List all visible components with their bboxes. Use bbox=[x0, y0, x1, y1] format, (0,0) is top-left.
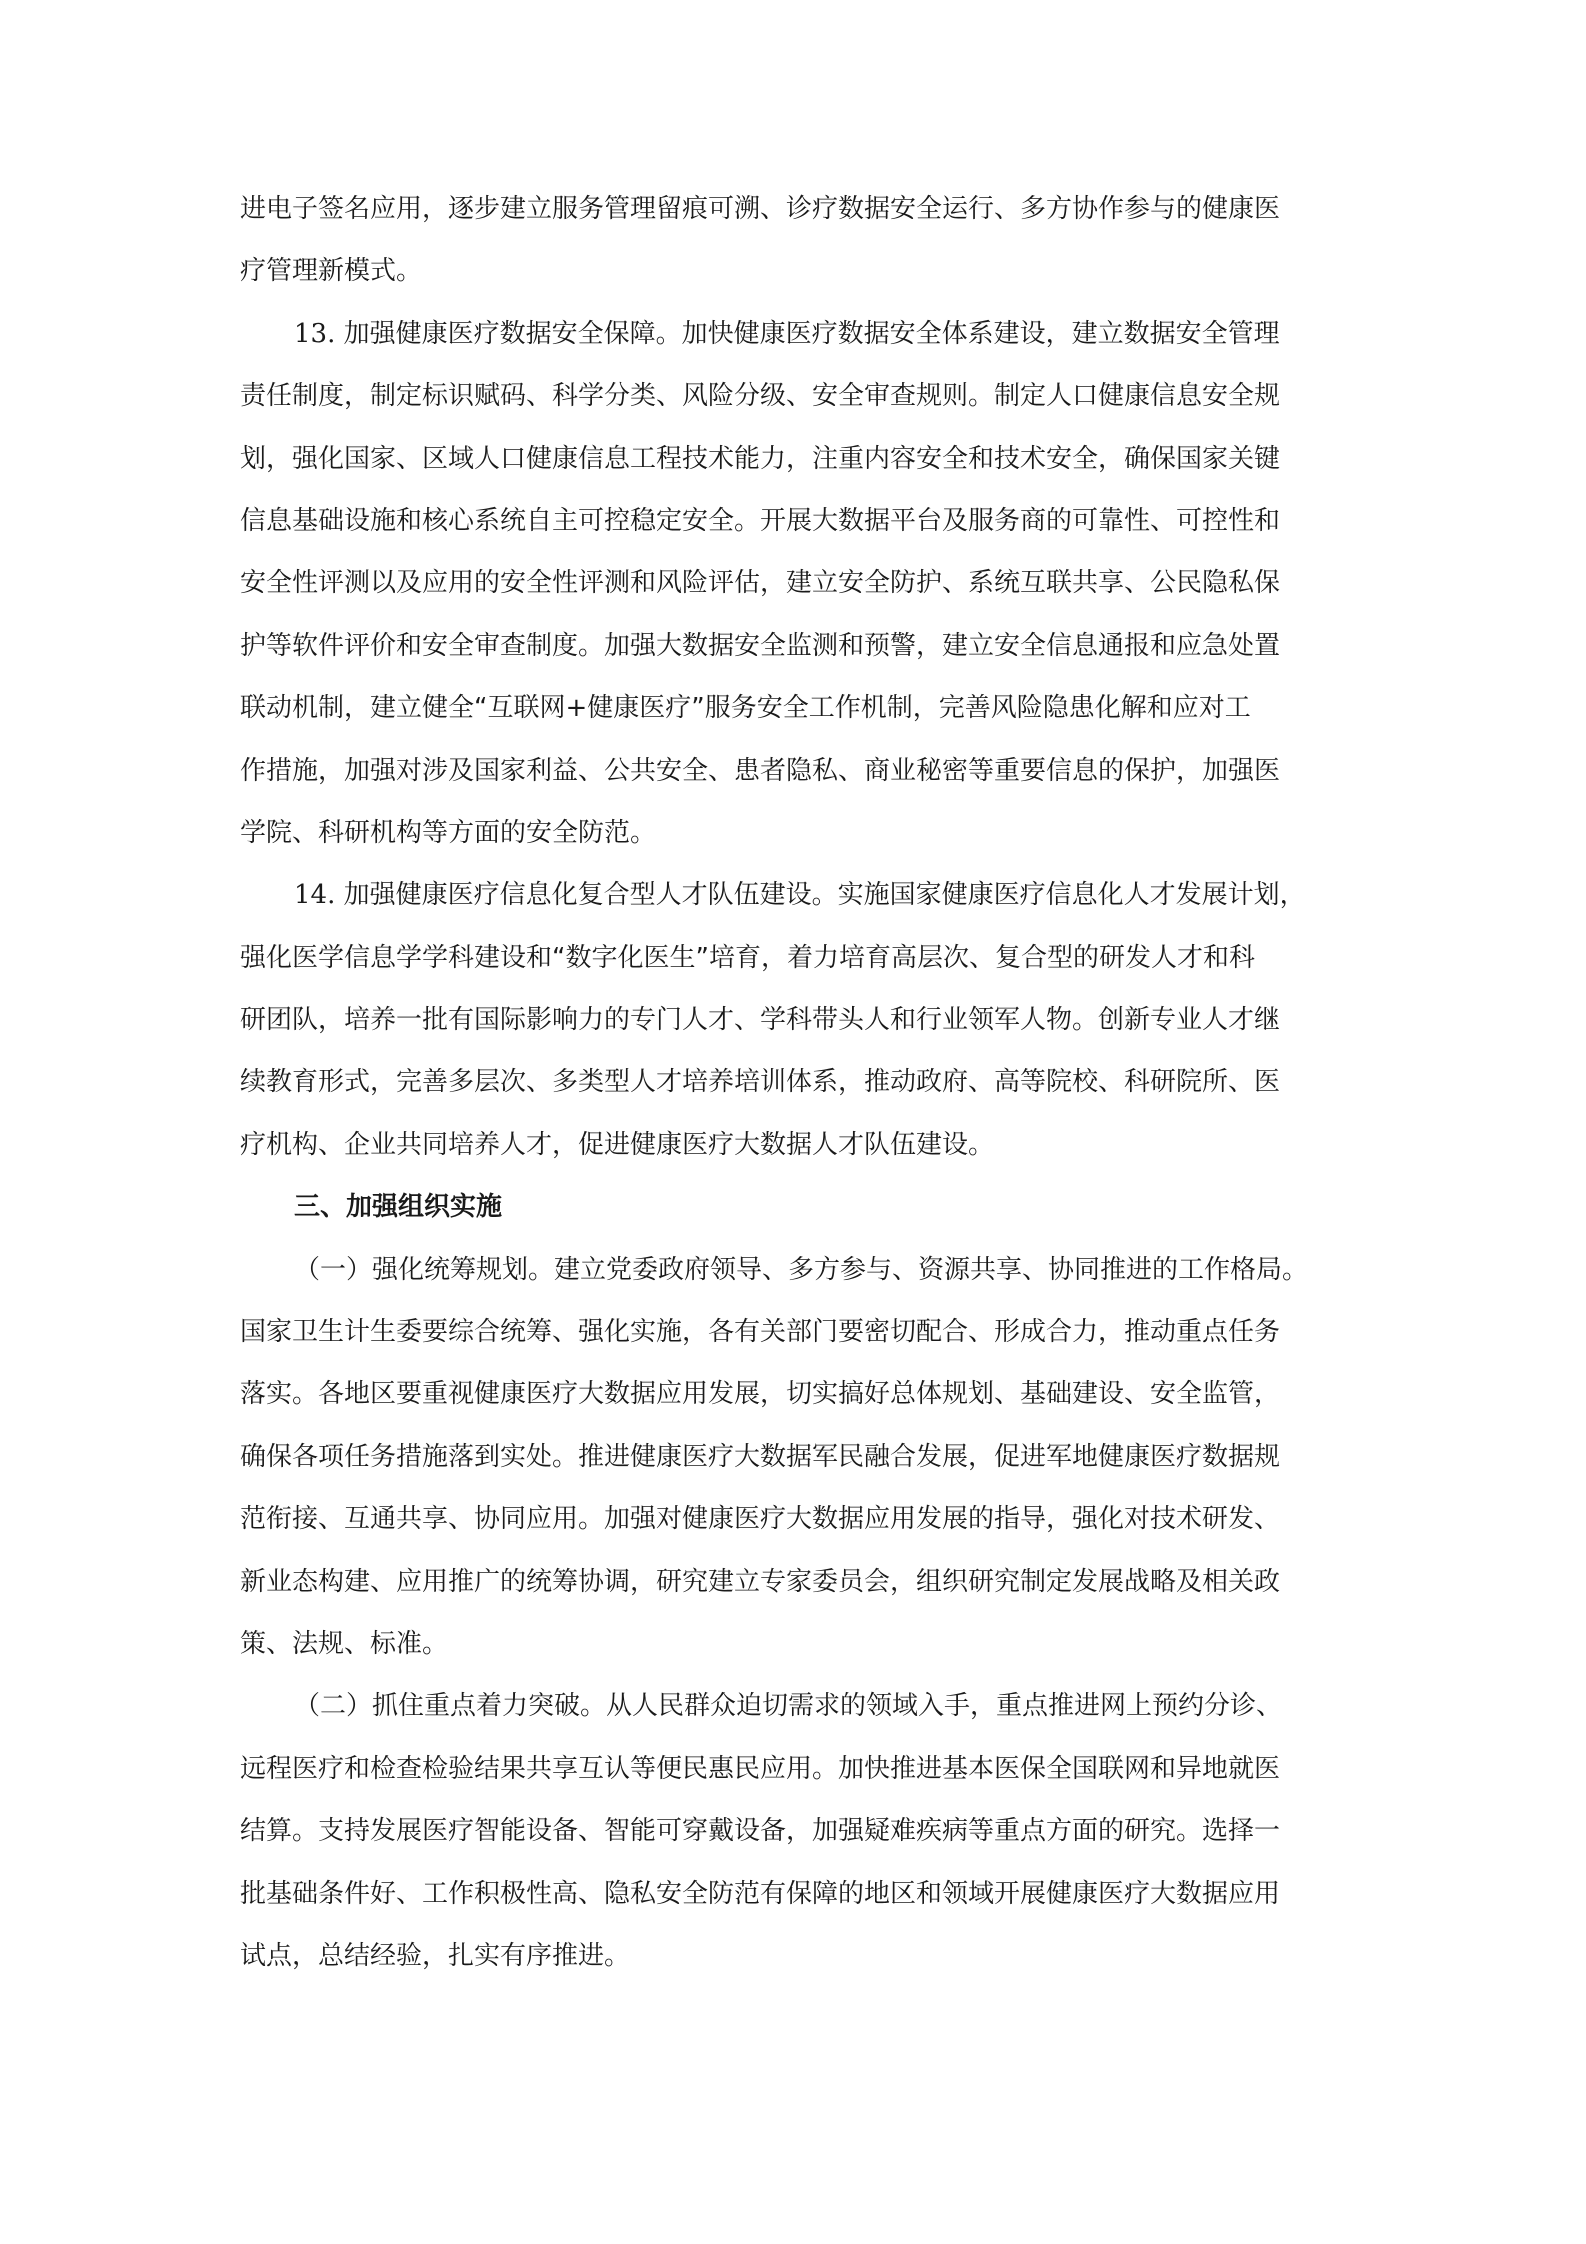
body-line-5: 划，强化国家、区域人口健康信息工程技术能力，注重内容安全和技术安全，确保国家关键 bbox=[240, 443, 1281, 474]
document-body bbox=[240, 178, 1350, 1987]
body-line-20: 落实。各地区要重视健康医疗大数据应用发展，切实搞好总体规划、基础建设、安全监管， bbox=[240, 1379, 1281, 1410]
body-line-11: 学院、科研机构等方面的安全防范。 bbox=[240, 817, 657, 848]
subsection-2-start bbox=[240, 1675, 1350, 1737]
paragraph-14-start bbox=[240, 864, 1350, 926]
body-line-8: 护等软件评价和安全审查制度。加强大数据安全监测和预警，建立安全信息通报和应急处置 bbox=[240, 630, 1281, 661]
body-line-6: 信息基础设施和核心系统自主可控稳定安全。开展大数据平台及服务商的可靠性、可控性和 bbox=[240, 505, 1281, 536]
paragraph-14-text: 实施国家健康医疗信息化人才发展计划， bbox=[837, 880, 1306, 911]
body-line-10: 作措施，加强对涉及国家利益、公共安全、患者隐私、商业秘密等重要信息的保护，加强医 bbox=[240, 755, 1281, 786]
paragraph-13-text: 加快健康医疗数据安全体系建设，建立数据安全管理 bbox=[681, 318, 1280, 349]
body-line-7: 安全性评测以及应用的安全性评测和风险评估，建立安全防护、系统互联共享、公民隐私保 bbox=[240, 568, 1281, 599]
body-line-19: 国家卫生计生委要综合统筹、强化实施，各有关部门要密切配合、形成合力，推动重点任务 bbox=[240, 1317, 1281, 1348]
body-line-28: 批基础条件好、工作积极性高、隐私安全防范有保障的地区和领域开展健康医疗大数据应用 bbox=[240, 1878, 1281, 1909]
body-line-15: 续教育形式，完善多层次、多类型人才培养培训体系，推动政府、高等院校、科研院所、医 bbox=[240, 1067, 1281, 1098]
paragraph-14-lead: 14. 加强健康医疗信息化复合型人才队伍建设。 bbox=[294, 880, 838, 911]
subsection-1-lead: （一）强化统筹规划。 bbox=[294, 1254, 555, 1285]
body-line-27: 结算。支持发展医疗智能设备、智能可穿戴设备，加强疑难疾病等重点方面的研究。选择一 bbox=[240, 1816, 1281, 1847]
body-line-26: 远程医疗和检查检验结果共享互认等便民惠民应用。加快推进基本医保全国联网和异地就医 bbox=[240, 1753, 1281, 1784]
body-line-1: 进电子签名应用，逐步建立服务管理留痕可溯、诊疗数据安全运行、多方协作参与的健康医 bbox=[240, 194, 1281, 224]
body-line-23: 新业态构建、应用推广的统筹协调，研究建立专家委员会，组织研究制定发展战略及相关政 bbox=[240, 1566, 1281, 1597]
body-line-16: 疗机构、企业共同培养人才，促进健康医疗大数据人才队伍建设。 bbox=[240, 1129, 995, 1160]
body-line-14: 研团队，培养一批有国际影响力的专门人才、学科带头人和行业领军人物。创新专业人才继 bbox=[240, 1005, 1281, 1036]
paragraph-13-lead: 13. 加强健康医疗数据安全保障。 bbox=[294, 318, 682, 349]
subsection-2-text: 从人民群众迫切需求的领域入手，重点推进网上预约分诊、 bbox=[606, 1691, 1283, 1722]
body-line-2: 疗管理新模式。 bbox=[240, 256, 423, 287]
body-line-24: 策、法规、标准。 bbox=[240, 1628, 449, 1659]
paragraph-13-start bbox=[240, 303, 1350, 365]
body-line-21: 确保各项任务措施落到实处。推进健康医疗大数据军民融合发展，促进军地健康医疗数据规 bbox=[240, 1441, 1281, 1472]
subsection-1-start bbox=[240, 1239, 1350, 1301]
body-line-29: 试点，总结经验，扎实有序推进。 bbox=[240, 1940, 631, 1971]
body-line-22: 范衔接、互通共享、协同应用。加强对健康医疗大数据应用发展的指导，强化对技术研发、 bbox=[240, 1504, 1281, 1535]
section-heading-3: 三、加强组织实施 bbox=[294, 1192, 503, 1223]
subsection-2-lead: （二）抓住重点着力突破。 bbox=[294, 1691, 607, 1722]
body-line-9: 联动机制，建立健全“互联网+健康医疗”服务安全工作机制，完善风险隐患化解和应对工 bbox=[240, 693, 1251, 724]
body-line-13: 强化医学信息学学科建设和“数字化医生”培育，着力培育高层次、复合型的研发人才和科 bbox=[240, 942, 1255, 973]
subsection-1-text: 建立党委政府领导、多方参与、资源共享、协同推进的工作格局。 bbox=[554, 1254, 1309, 1285]
body-line-4: 责任制度，制定标识赋码、科学分类、风险分级、安全审查规则。制定人口健康信息安全规 bbox=[240, 381, 1281, 412]
